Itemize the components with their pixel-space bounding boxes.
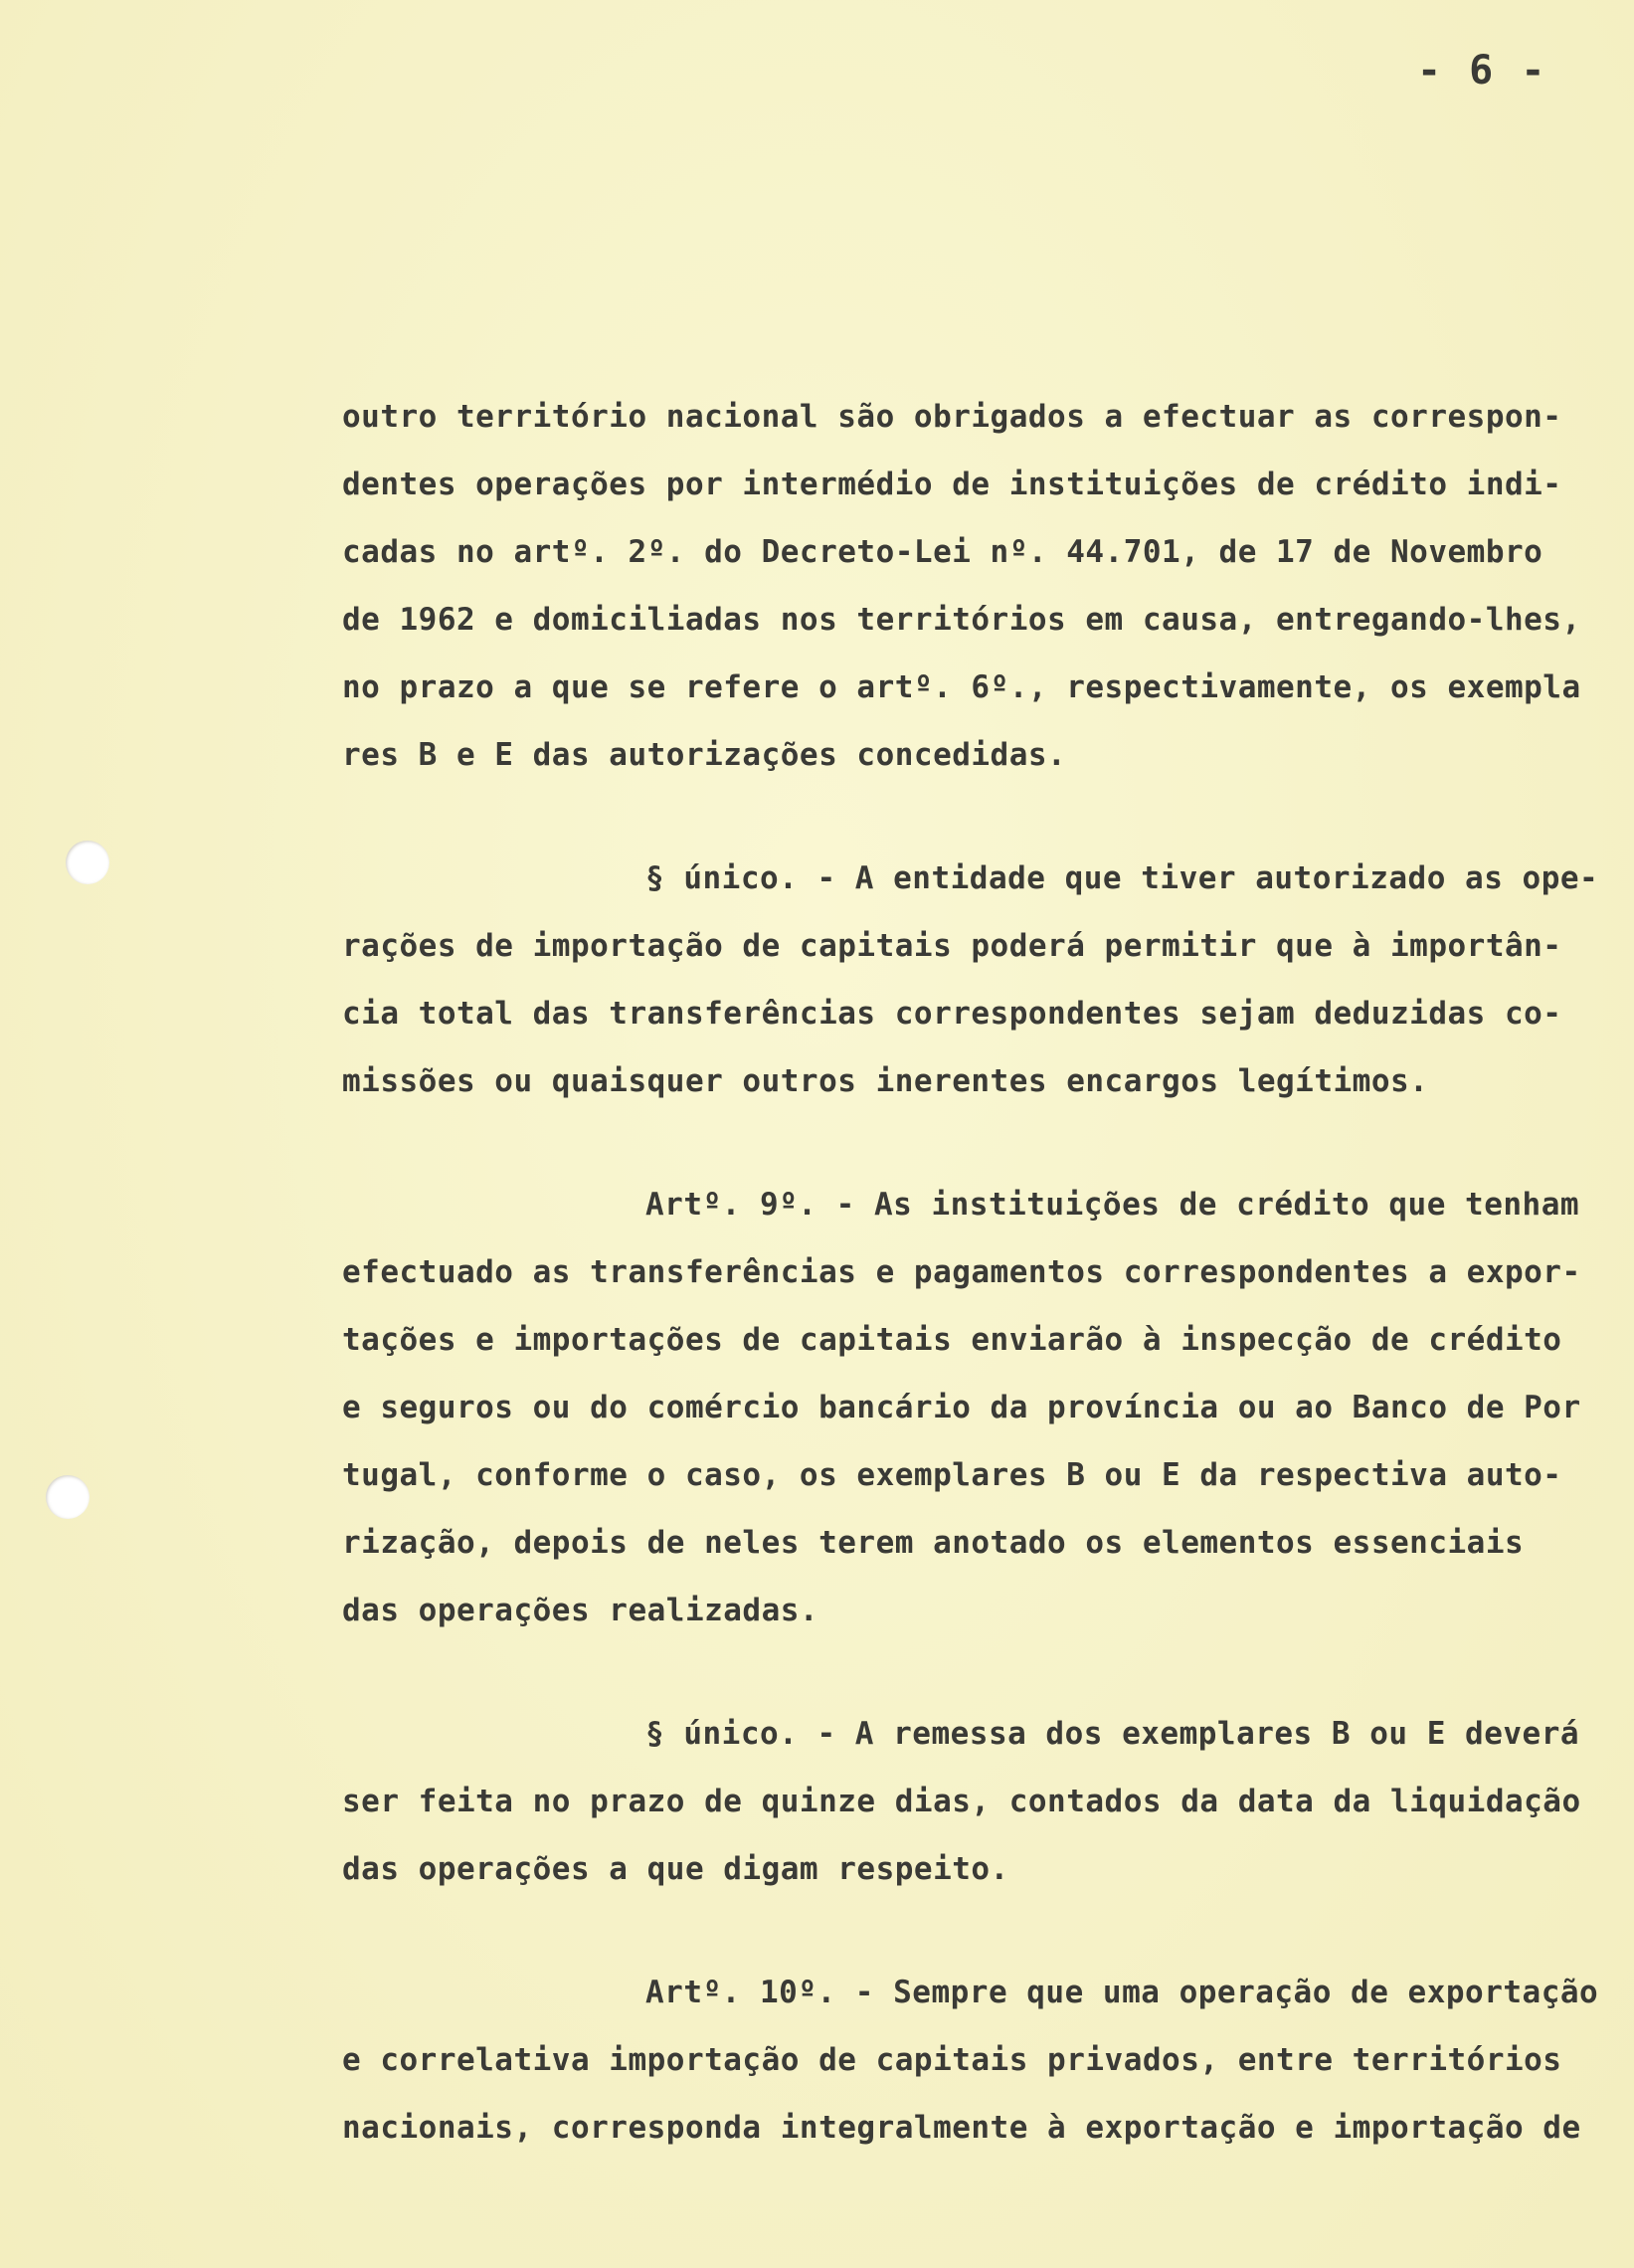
text-line: no prazo a que se refere o artº. 6º., respectivamente, os exempla [342,669,1581,705]
paragraph-continuation [342,383,1625,789]
paragraph-artigo-9 [342,1171,1625,1644]
text-line: e correlativa importação de capitais privados, entre territórios [342,2042,1562,2078]
paragraph-paragrafo-unico-2 [342,1700,1625,1903]
text-line: de 1962 e domiciliadas nos territórios em causa, entregando-lhes, [342,602,1581,638]
text-line: Artº. 9º. - As instituições de crédito que tenham [645,1187,1580,1223]
text-line: tugal, conforme o caso, os exemplares B ou E da respectiva auto- [342,1457,1562,1493]
punch-hole-bottom [46,1475,90,1519]
text-line: nacionais, corresponda integralmente à exportação e importação de [342,2110,1581,2146]
text-line: das operações realizadas. [342,1593,819,1628]
text-line: § único. - A remessa dos exemplares B ou E deverá [645,1716,1580,1752]
paragraph-paragrafo-unico-1 [342,845,1625,1115]
page-number: - 6 - [1417,48,1547,94]
text-line: § único. - A entidade que tiver autorizado as ope- [645,860,1599,896]
text-line: cadas no artº. 2º. do Decreto-Lei nº. 44.701, de 17 de Novembro [342,534,1543,570]
text-line: missões ou quaisquer outros inerentes encargos legítimos. [342,1063,1429,1099]
text-line: e seguros ou do comércio bancário da província ou ao Banco de Por [342,1390,1581,1425]
text-line: das operações a que digam respeito. [342,1851,1009,1887]
punch-hole-top [66,841,109,884]
text-line: res B e E das autorizações concedidas. [342,737,1067,773]
paragraph-artigo-10 [342,1959,1625,2162]
text-line: rização, depois de neles terem anotado os elementos essenciais [342,1525,1525,1561]
text-line: ser feita no prazo de quinze dias, contados da data da liquidação [342,1784,1581,1819]
text-line: cia total das transferências correspondentes sejam deduzidas co- [342,996,1562,1032]
text-line: rações de importação de capitais poderá permitir que à importân- [342,928,1562,964]
text-line: outro território nacional são obrigados a efectuar as correspon- [342,399,1562,435]
text-line: tações e importações de capitais enviarão à inspecção de crédito [342,1322,1562,1358]
text-line: dentes operações por intermédio de instituições de crédito indi- [342,467,1562,502]
text-line: Artº. 10º. - Sempre que uma operação de exportação [645,1975,1599,2010]
text-line: efectuado as transferências e pagamentos correspondentes a expor- [342,1254,1581,1290]
document-body [342,383,1625,2162]
